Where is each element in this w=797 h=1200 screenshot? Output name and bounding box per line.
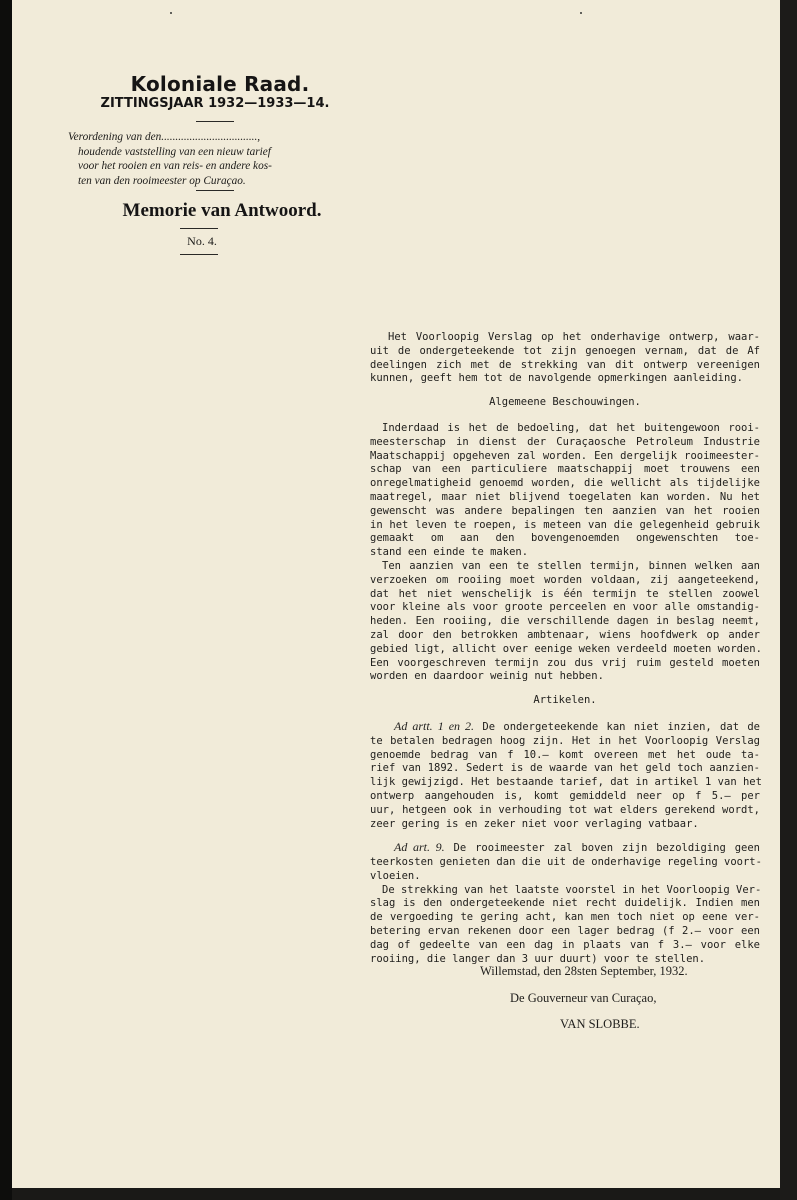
council-title: Koloniale Raad.: [130, 72, 310, 96]
page-right-edge: [780, 0, 797, 1200]
document-number: No. 4.: [187, 234, 217, 248]
section-heading-articles: Artikelen.: [533, 694, 597, 707]
page-bottom-edge: [12, 1188, 780, 1200]
divider-rule: [180, 228, 218, 229]
article-label: Ad art. 9.: [394, 840, 445, 855]
signatory-office: De Gouverneur van Curaçao,: [510, 991, 657, 1005]
article-9-paragraph-2: De strekking van het laatste voorstel in het Voorloopig Ver- slag is den ondergeteekende niet recht duidelijk. Indien men de vergoeding te gering acht, kan men toch niet op eene ver- betering ervan rekenen door een lager bedrag (f 2.— voor een dag of gedeelte van een dag in plaats van f 3.— voor elke rooiing, die langer dan 3 uur duurt) voor te stellen.: [370, 883, 762, 965]
document-type-heading: Memorie van Antwoord.: [122, 200, 322, 221]
section-heading-general: Algemeene Beschouwingen.: [489, 396, 641, 409]
subject-line: ten van den rooimeester op Curaçao.: [78, 174, 246, 187]
divider-rule: [196, 121, 234, 122]
article-1-2-paragraph: Ad artt. 1 en 2. De ondergeteekende kan niet inzien, dat de te betalen bedragen hoog zijn. Het in het Voorloopig Verslag genoemde bedrag van f 10.— komt overeen met het oude ta- rief van 1892. Sedert is de waarde van het geld toch aanzien- lijk gewijzigd. Het bestaande tarief, dat in artikel 1 van het ontwerp aangehouden is, komt gemiddeld neer op f 5.— per uur, hetgeen ook in verhouding tot wat elders gerekend wordt, zeer gering is en zeker niet voor verlaging vatbaar.: [370, 718, 762, 830]
divider-rule: [180, 254, 218, 255]
signatory-name: VAN SLOBBE.: [560, 1017, 640, 1031]
subject-line: Verordening van den..................................,: [68, 131, 261, 143]
general-paragraph-1: Inderdaad is het de bedoeling, dat het buitengewoon rooi- meesterschap in dienst der Curaçaosche Petroleum Industrie Maatschappij opgeheven zal worden. Een dergelijk rooimeester- schap van een particuliere maatschappij moet trouwens een onregelmatigheid genoemd worden, die wellicht als tijdelijke maatregel, maar niet blijvend toegelaten kan worden. Nu het gewenscht was andere bepalingen ten aanzien van het rooien in het leven te roepen, is meteen van die gelegenheid gebruik gemaakt om aan den bovengenoemden ongewenschten toe- stand een einde te maken.: [370, 421, 760, 559]
intro-paragraph: Het Voorloopig Verslag op het onderhavige ontwerp, waar- uit de ondergeteekende tot zijn genoegen vernam, dat de Af deelingen zich met de strekking van dit ontwerp vereenigen kunnen, geeft hem tot de navolgende opmerkingen aanleiding.: [370, 331, 760, 385]
article-9-paragraph: Ad art. 9. De rooimeester zal boven zijn bezoldiging geen teerkosten genieten dan die uit de onderhavige regeling voort- vloeien.: [370, 840, 762, 882]
general-paragraph-2: Ten aanzien van een te stellen termijn, binnen welken aan verzoeken om rooiing moet worden voldaan, zij aangeteekend, dat het niet wenschelijk is één termijn te stellen zoowel voor kleine als voor groote perceelen en voor alle omstandig- heden. Een rooiing, die verschillende dagen in beslag neemt, zal door den betrokken ambtenaar, wiens hoofdwerk op ander gebied ligt, allicht over eenige weken verdeeld moeten worden. Een voorgeschreven termijn zou dus vrij ruim gesteld moeten worden en daardoor weinig nut hebben.: [370, 559, 762, 683]
book-binding-edge: [0, 0, 12, 1200]
memo-body: [370, 331, 760, 966]
subject-line: houdende vaststelling van een nieuw tarief: [78, 145, 271, 158]
paper-speck: [170, 12, 172, 14]
session-year: ZITTINGSJAAR 1932—1933—14.: [100, 96, 330, 111]
place-date: Willemstad, den 28sten September, 1932.: [480, 964, 688, 978]
paper-speck: [580, 12, 582, 14]
subject-line: voor het rooien en van reis- en andere kos-: [78, 160, 272, 173]
document-page: [12, 0, 780, 1188]
divider-rule: [196, 190, 234, 191]
article-label: Ad artt. 1 en 2.: [394, 718, 475, 733]
subject-description: [68, 130, 348, 188]
